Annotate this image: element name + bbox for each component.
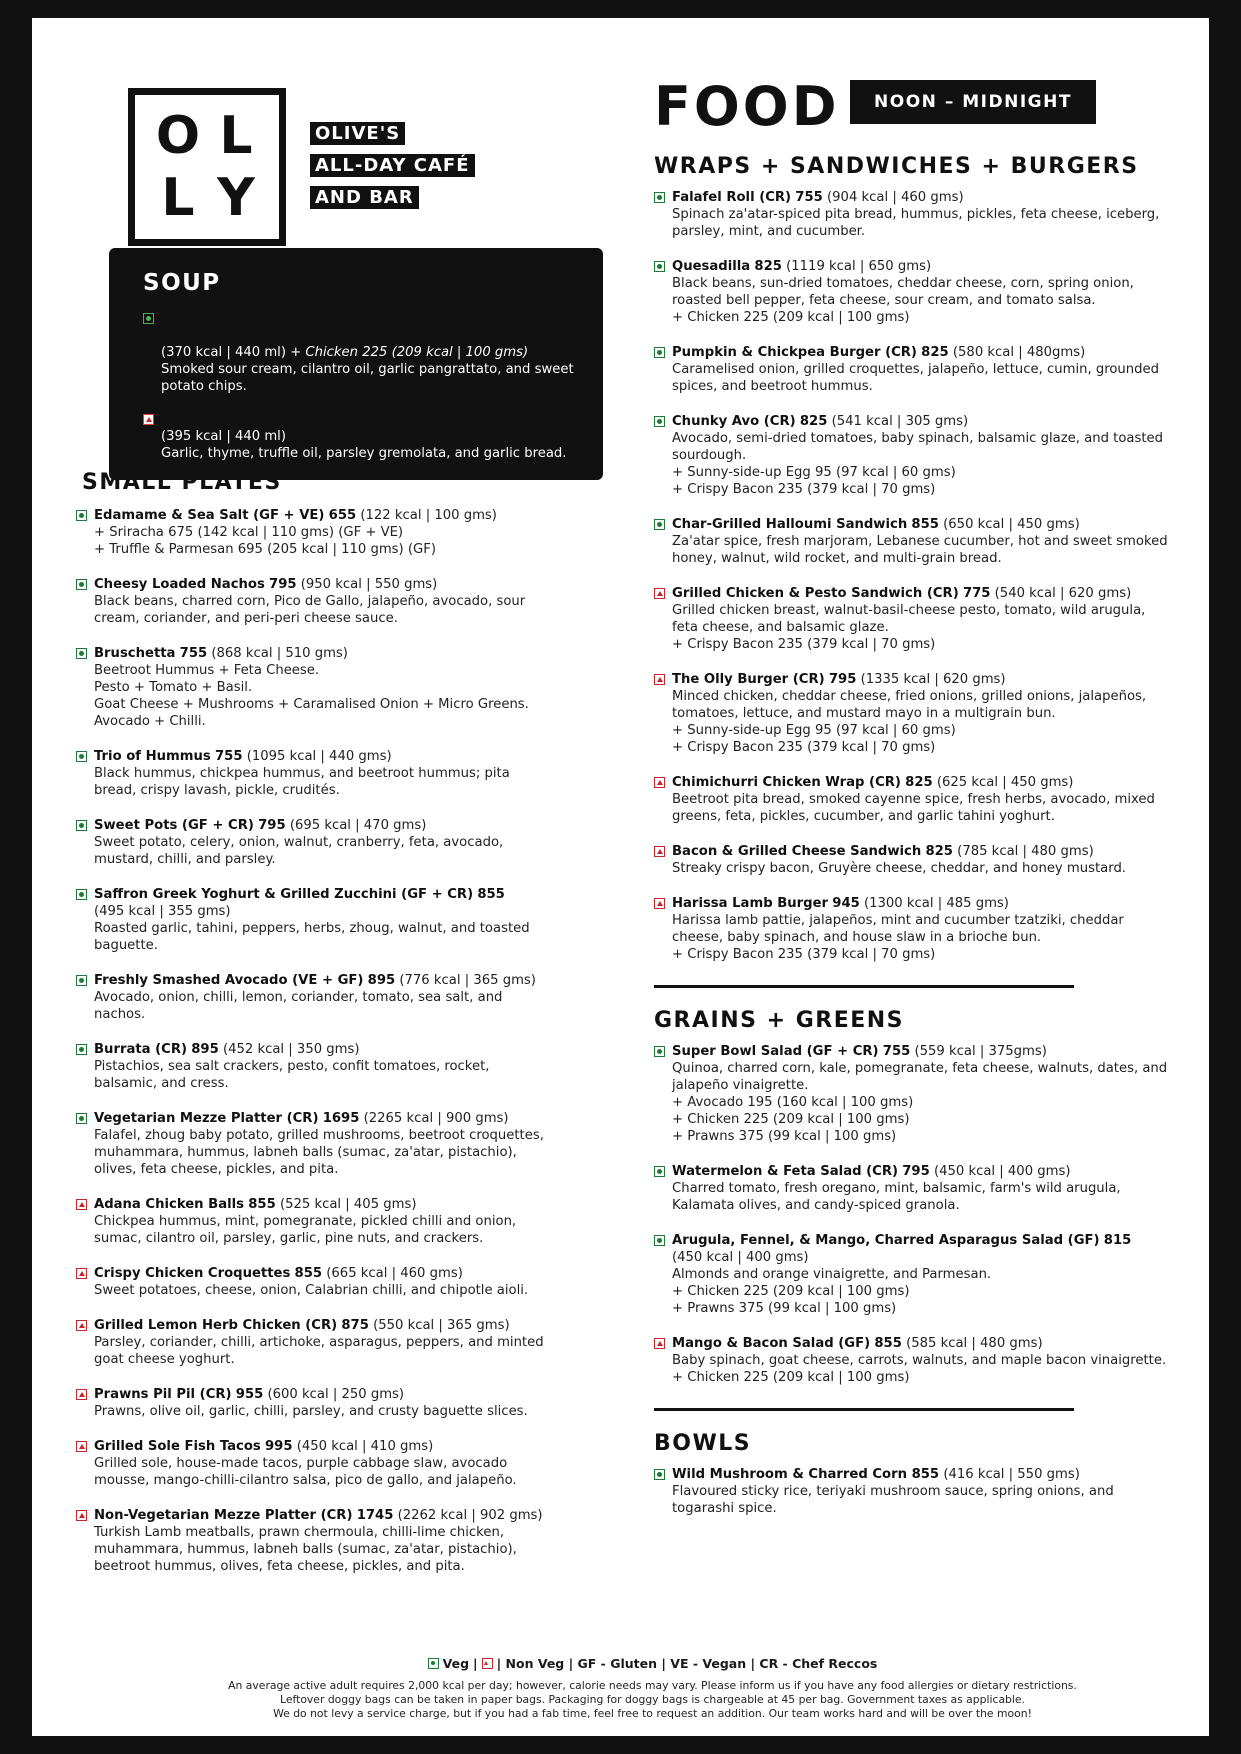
item-description: + Prawns 375 (99 kcal | 100 gms): [672, 1301, 897, 1316]
item-price: 825: [925, 844, 953, 859]
menu-item: [654, 344, 1174, 395]
item-price: 815: [1103, 1233, 1132, 1248]
left-column: [96, 82, 606, 461]
item-info: (122 kcal | 100 gms): [356, 508, 497, 523]
menu-item: [143, 310, 583, 395]
veg-icon: [654, 1046, 665, 1057]
item-price: 895: [191, 1042, 219, 1057]
item-info: (2265 kcal | 900 gms): [359, 1111, 509, 1126]
item-name: Freshly Smashed Avocado (VE + GF): [94, 973, 364, 988]
item-description: + Crispy Bacon 235 (379 kcal | 70 gms): [672, 740, 936, 755]
item-description: Grilled chicken breast, walnut-basil-cheese pesto, tomato, wild arugula, feta cheese, and balsamic glaze.: [672, 603, 1146, 635]
item-description: Chickpea hummus, mint, pomegranate, pickled chilli and onion, sumac, cilantro oil, parsley, garlic, pine nuts, and crackers.: [94, 1214, 517, 1246]
menu-item: [654, 258, 1174, 326]
food-header: [654, 75, 1174, 154]
menu-item: [654, 585, 1174, 653]
non-veg-icon: [482, 1658, 493, 1669]
menu-item: [76, 576, 556, 627]
item-description: + Chicken 225 (209 kcal | 100 gms): [672, 1370, 910, 1385]
veg-icon: [654, 1235, 665, 1246]
item-name: Arugula, Fennel, & Mango, Charred Asparagus Salad (GF): [672, 1233, 1100, 1248]
item-info: (665 kcal | 460 gms): [322, 1266, 463, 1281]
item-description: Sweet potatoes, cheese, onion, Calabrian chilli, and chipotle aioli.: [94, 1283, 529, 1298]
menu-item: [76, 1265, 556, 1299]
item-info: (450 kcal | 410 gms): [292, 1439, 434, 1454]
non-veg-icon: [76, 1389, 87, 1400]
logo-letter: Y: [217, 168, 255, 228]
item-description: + Crispy Bacon 235 (379 kcal | 70 gms): [672, 482, 936, 497]
non-veg-icon: [143, 414, 154, 425]
logo-tagline: [310, 122, 475, 218]
section-title-bowls: BOWLS: [654, 1431, 752, 1456]
item-description: + Chicken 225 (209 kcal | 100 gms): [672, 1112, 910, 1127]
item-description: Harissa lamb pattie, jalapeños, mint and cucumber tzatziki, cheddar cheese, baby spinach, and house slaw in a brioche bun.: [672, 913, 1124, 945]
item-price: 655: [328, 508, 357, 523]
item-price: 825: [754, 259, 782, 274]
item-price: 825: [921, 345, 949, 360]
item-price: 855: [911, 517, 939, 532]
item-price: 755: [882, 1044, 911, 1059]
item-description: Garlic, thyme, truffle oil, parsley gremolata, and garlic bread.: [161, 446, 567, 461]
menu-item: [76, 645, 556, 730]
item-description: (495 kcal | 355 gms): [94, 904, 231, 919]
menu-item: [654, 1335, 1174, 1386]
item-info: (452 kcal | 350 gms): [218, 1042, 360, 1057]
divider: [654, 985, 1074, 988]
menu-item: [654, 895, 1174, 963]
item-info: (395 kcal | 440 ml): [161, 429, 286, 444]
item-description: Falafel, zhoug baby potato, grilled mushrooms, beetroot croquettes, muhammara, hummus, labneh balls (sumac, za'atar, pistachio), olives, feta cheese, pickles, and pita.: [94, 1128, 544, 1177]
item-description: Minced chicken, cheddar cheese, fried onions, grilled onions, jalapeños, tomatoes, lettuce, and mustard mayo in a multigrain bun.: [672, 689, 1147, 721]
veg-icon: [76, 1113, 87, 1124]
item-name: Adana Chicken Balls: [94, 1197, 245, 1212]
item-name: Super Bowl Salad (GF + CR): [672, 1044, 879, 1059]
item-description: Pistachios, sea salt crackers, pesto, confit tomatoes, rocket, balsamic, and cress.: [94, 1059, 490, 1091]
veg-icon: [654, 347, 665, 358]
item-info: (785 kcal | 480 gms): [952, 844, 1094, 859]
item-price: 755: [214, 749, 243, 764]
item-price: 855: [294, 1266, 323, 1281]
section-title-small-plates: SMALL PLATES: [82, 470, 282, 495]
note-line: Leftover doggy bags can be taken in paper bags. Packaging for doggy bags is chargeable at 45 per bag. Government taxes as applicable.: [280, 1693, 1025, 1706]
item-description: Black beans, charred corn, Pico de Gallo, jalapeño, avocado, sour cream, coriander, and peri-peri cheese sauce.: [94, 594, 526, 626]
item-name: Trio of Hummus: [94, 749, 211, 764]
item-description: Baby spinach, goat cheese, carrots, walnuts, and maple bacon vinaigrette.: [672, 1353, 1167, 1368]
veg-icon: [654, 519, 665, 530]
menu-item: [654, 189, 1174, 240]
veg-icon: [654, 261, 665, 272]
item-name: Prawns Pil Pil (CR): [94, 1387, 232, 1402]
item-description: Black hummus, chickpea hummus, and beetroot hummus; pita bread, crispy lavash, pickle, crudités.: [94, 766, 510, 798]
item-list: [654, 189, 1174, 963]
item-name: Grilled Chicken & Pesto Sandwich (CR): [672, 586, 959, 601]
item-name: Edamame & Sea Salt (GF + VE): [94, 508, 325, 523]
item-description: Flavoured sticky rice, teriyaki mushroom sauce, spring onions, and togarashi spice.: [672, 1484, 1114, 1516]
menu-item: [76, 972, 556, 1023]
item-description: Almonds and orange vinaigrette, and Parmesan.: [672, 1267, 992, 1282]
item-description: + Sunny-side-up Egg 95 (97 kcal | 60 gms): [672, 723, 956, 738]
item-name: Chimichurri Chicken Wrap (CR): [672, 775, 901, 790]
veg-icon: [76, 1044, 87, 1055]
item-price: 795: [828, 672, 857, 687]
item-description: + Prawns 375 (99 kcal | 100 gms): [672, 1129, 897, 1144]
item-price: 855: [477, 887, 505, 902]
item-description: Black beans, sun-dried tomatoes, cheddar cheese, corn, spring onion, roasted bell pepper, feta cheese, sour cream, and tomato salsa.: [672, 276, 1134, 308]
item-description: Turkish Lamb meatballs, prawn chermoula, chilli-lime chicken, muhammara, hummus, labneh balls (sumac, za'atar, pistachio), beetroot hummus, olives, feta cheese, pickles, and pita.: [94, 1525, 517, 1574]
item-name: Burrata (CR): [94, 1042, 188, 1057]
veg-icon: [76, 820, 87, 831]
item-price: 825: [799, 414, 828, 429]
item-info: (1300 kcal | 485 gms): [859, 896, 1009, 911]
menu-item: [76, 507, 556, 558]
item-price: 1695: [322, 1111, 360, 1126]
item-list: [654, 1466, 1174, 1517]
logo-tag: OLIVE'S: [310, 122, 405, 145]
veg-icon: [76, 579, 87, 590]
item-description: + Chicken 225 (209 kcal | 100 gms): [672, 1284, 910, 1299]
legend: Veg | | Non Veg | GF - Gluten | VE - Vegan | CR - Chef Reccos: [96, 1656, 1209, 1671]
item-info: (650 kcal | 450 gms): [938, 517, 1080, 532]
logo-box: [128, 88, 286, 246]
item-name: Bruschetta: [94, 646, 176, 661]
menu-item: [654, 1043, 1174, 1145]
note-line: An average active adult requires 2,000 kcal per day; however, calorie needs may vary. Please inform us if you have any food allergies or dietary restrictions.: [228, 1679, 1077, 1692]
menu-item: [76, 1438, 556, 1489]
footer-notes: [96, 1679, 1209, 1721]
item-info: (776 kcal | 365 gms): [395, 973, 536, 988]
item-description: Za'atar spice, fresh marjoram, Lebanese cucumber, hot and sweet smoked honey, walnut, wild rocket, and multi-grain bread.: [672, 534, 1168, 566]
hours-badge: NOON – MIDNIGHT: [850, 80, 1096, 124]
item-info: (1119 kcal | 650 gms): [781, 259, 932, 274]
item-info: (585 kcal | 480 gms): [901, 1336, 1043, 1351]
item-price: 995: [264, 1439, 293, 1454]
logo-letter: O: [155, 106, 201, 166]
item-description: + Sunny-side-up Egg 95 (97 kcal | 60 gms): [672, 465, 956, 480]
legend-rest: | Non Veg | GF - Gluten | VE - Vegan | CR - Chef Reccos: [496, 1656, 878, 1671]
menu-item: [76, 817, 556, 868]
item-description: (450 kcal | 400 gms): [672, 1250, 809, 1265]
item-info: (416 kcal | 550 gms): [939, 1467, 1080, 1482]
grains-section: [654, 1008, 1174, 1386]
logo-letter: L: [219, 106, 253, 166]
item-info: (550 kcal | 365 gms): [368, 1318, 510, 1333]
veg-icon: [143, 313, 154, 324]
item-price: 795: [258, 818, 286, 833]
item-info: (904 kcal | 460 gms): [822, 190, 964, 205]
item-price: 755: [795, 190, 823, 205]
item-description: Quinoa, charred corn, kale, pomegranate, feta cheese, walnuts, dates, and jalapeño vinaigrette.: [672, 1061, 1168, 1093]
veg-icon: [654, 416, 665, 427]
item-price: 795: [269, 577, 297, 592]
item-name: Char-Grilled Halloumi Sandwich: [672, 517, 908, 532]
menu-item: [654, 774, 1174, 825]
item-name: Grilled Sole Fish Tacos: [94, 1439, 261, 1454]
item-name: The Olly Burger (CR): [672, 672, 825, 687]
item-description: Caramelised onion, grilled croquettes, jalapeño, lettuce, cumin, grounded spices, and beetroot hummus.: [672, 362, 1160, 394]
section-title-wraps: WRAPS + SANDWICHES + BURGERS: [654, 154, 1139, 179]
section-title-grains: GRAINS + GREENS: [654, 1008, 905, 1033]
menu-item: [654, 1232, 1174, 1317]
item-description: Beetroot Hummus + Feta Cheese.: [94, 663, 320, 678]
logo-tag: AND BAR: [310, 186, 419, 209]
veg-icon: [428, 1658, 439, 1669]
menu-item: [143, 411, 583, 462]
item-description: Charred tomato, fresh oregano, mint, balsamic, farm's wild arugula, Kalamata olives, and candy-spiced granola.: [672, 1181, 1121, 1213]
item-description: + Chicken 225 (209 kcal | 100 gms): [672, 310, 910, 325]
item-addon: + Chicken 225 (209 kcal | 100 gms): [290, 345, 529, 360]
item-name: Slow-roasted Sweet Potato & Red Pepper 445 (H) | 475 (F): [161, 311, 572, 343]
item-name: Saffron Greek Yoghurt & Grilled Zucchini (GF + CR): [94, 887, 474, 902]
item-info: (695 kcal | 470 gms): [285, 818, 427, 833]
divider: [654, 1408, 1074, 1411]
item-name: Pumpkin & Chickpea Burger (CR): [672, 345, 917, 360]
item-description: Roasted garlic, tahini, peppers, herbs, zhoug, walnut, and toasted baguette.: [94, 921, 530, 953]
item-price: 775: [962, 586, 991, 601]
item-info: (580 kcal | 480gms): [948, 345, 1086, 360]
item-price: 945: [832, 896, 860, 911]
non-veg-icon: [654, 1338, 665, 1349]
page-title: FOOD: [654, 75, 840, 138]
item-price: 755: [179, 646, 208, 661]
item-description: Spinach za'atar-spiced pita bread, hummus, pickles, feta cheese, iceberg, parsley, mint, and cucumber.: [672, 207, 1160, 239]
menu-item: [76, 1507, 556, 1575]
non-veg-icon: [654, 674, 665, 685]
non-veg-icon: [76, 1320, 87, 1331]
veg-icon: [654, 1469, 665, 1480]
wraps-section: [654, 154, 1174, 963]
item-info: (541 kcal | 305 gms): [827, 414, 969, 429]
item-description: Grilled sole, house-made tacos, purple cabbage slaw, avocado mousse, mango-chilli-cilantro salsa, pico de gallo, and jalapeño.: [94, 1456, 517, 1488]
item-description: Goat Cheese + Mushrooms + Caramalised Onion + Micro Greens.: [94, 697, 529, 712]
item-name: Harissa Lamb Burger: [672, 896, 829, 911]
logo-letter: L: [161, 168, 195, 228]
item-name: Vegetarian Mezze Platter (CR): [94, 1111, 319, 1126]
item-description: + Truffle & Parmesan 695 (205 kcal | 110 gms) (GF): [94, 542, 436, 557]
non-veg-icon: [654, 777, 665, 788]
item-description: Avocado + Chilli.: [94, 714, 206, 729]
item-name: Chunky Avo (CR): [672, 414, 796, 429]
veg-icon: [654, 192, 665, 203]
item-description: + Sriracha 675 (142 kcal | 110 gms) (GF + VE): [94, 525, 404, 540]
item-name: Crispy Chicken Croquettes: [94, 1266, 291, 1281]
menu-item: [654, 843, 1174, 877]
menu-item: [76, 1386, 556, 1420]
item-name: Wild Mushroom & Charred Corn 855: [672, 1467, 940, 1482]
non-veg-icon: [654, 846, 665, 857]
menu-item: [654, 1466, 1174, 1517]
item-price: 855: [874, 1336, 902, 1351]
item-info: (2262 kcal | 902 gms): [393, 1508, 543, 1523]
item-info: (625 kcal | 450 gms): [932, 775, 1074, 790]
non-veg-icon: [76, 1199, 87, 1210]
menu-item: [76, 1110, 556, 1178]
veg-icon: [76, 510, 87, 521]
menu-item: [654, 671, 1174, 756]
item-name: Falafel Roll (CR): [672, 190, 792, 205]
note-line: We do not levy a service charge, but if you had a fab time, feel free to request an addition. Our team works hard and will be over the moon!: [273, 1707, 1032, 1720]
veg-icon: [76, 751, 87, 762]
soup-section: [109, 248, 603, 480]
item-list: [654, 1043, 1174, 1386]
bowls-section: [654, 1431, 1174, 1517]
item-info: (450 kcal | 400 gms): [929, 1164, 1071, 1179]
menu-item: [76, 1041, 556, 1092]
item-description: Sweet potato, celery, onion, walnut, cranberry, feta, avocado, mustard, chilli, and parsley.: [94, 835, 504, 867]
item-description: Avocado, semi-dried tomatoes, baby spinach, balsamic glaze, and toasted sourdough.: [672, 431, 1163, 463]
non-veg-icon: [654, 588, 665, 599]
non-veg-icon: [76, 1441, 87, 1452]
item-info: (559 kcal | 375gms): [910, 1044, 1047, 1059]
item-name: Watermelon & Feta Salad (CR): [672, 1164, 899, 1179]
item-info: (1335 kcal | 620 gms): [856, 672, 1006, 687]
item-info: (868 kcal | 510 gms): [207, 646, 348, 661]
logo-tag: ALL-DAY CAFÉ: [310, 154, 475, 177]
item-price: 955: [235, 1387, 264, 1402]
right-column: [654, 75, 1174, 1535]
menu-item: [76, 1317, 556, 1368]
non-veg-icon: [76, 1510, 87, 1521]
item-name: Quesadilla: [672, 259, 751, 274]
item-price: 825: [905, 775, 933, 790]
item-description: Parsley, coriander, chilli, artichoke, asparagus, peppers, and minted goat cheese yoghurt.: [94, 1335, 544, 1367]
item-description: Pesto + Tomato + Basil.: [94, 680, 253, 695]
item-list: [76, 507, 556, 1575]
menu-item: [654, 1163, 1174, 1214]
item-info: (1095 kcal | 440 gms): [242, 749, 392, 764]
item-price: 855: [248, 1197, 276, 1212]
item-description: + Crispy Bacon 235 (379 kcal | 70 gms): [672, 947, 936, 962]
veg-icon: [654, 1166, 665, 1177]
item-description: Smoked sour cream, cilantro oil, garlic pangrattato, and sweet potato chips.: [161, 362, 574, 394]
item-description: Streaky crispy bacon, Gruyère cheese, cheddar, and honey mustard.: [672, 861, 1127, 876]
menu-item: [654, 516, 1174, 567]
item-price: 795: [902, 1164, 930, 1179]
item-name: Non-Vegetarian Mezze Platter (CR): [94, 1508, 353, 1523]
item-description: Avocado, onion, chilli, lemon, coriander, tomato, sea salt, and nachos.: [94, 990, 503, 1022]
item-name: Bacon & Grilled Cheese Sandwich: [672, 844, 922, 859]
item-price: 1745: [356, 1508, 394, 1523]
item-info: (540 kcal | 620 gms): [990, 586, 1132, 601]
item-info: (600 kcal | 250 gms): [263, 1387, 405, 1402]
legend-veg: Veg: [442, 1656, 470, 1671]
veg-icon: [76, 648, 87, 659]
footer: [96, 1656, 1209, 1721]
item-name: Grilled Lemon Herb Chicken (CR): [94, 1318, 338, 1333]
menu-item: [654, 413, 1174, 498]
item-description: + Avocado 195 (160 kcal | 100 gms): [672, 1095, 914, 1110]
item-name: Mango & Bacon Salad (GF): [672, 1336, 871, 1351]
item-description: + Crispy Bacon 235 (379 kcal | 70 gms): [672, 637, 936, 652]
item-name: Sweet Pots (GF + CR): [94, 818, 254, 833]
small-plates-section: [76, 470, 556, 1593]
section-title-soup: SOUP: [143, 270, 221, 296]
item-name: Cheesy Loaded Nachos: [94, 577, 265, 592]
item-price: 875: [341, 1318, 369, 1333]
veg-icon: [76, 889, 87, 900]
item-description: Prawns, olive oil, garlic, chilli, parsley, and crusty baguette slices.: [94, 1404, 528, 1419]
veg-icon: [76, 975, 87, 986]
item-price: 895: [367, 973, 396, 988]
menu-item: [76, 748, 556, 799]
menu-item: [76, 1196, 556, 1247]
item-info: (950 kcal | 550 gms): [296, 577, 438, 592]
item-info: (370 kcal | 440 ml): [161, 345, 291, 360]
item-info: (525 kcal | 405 gms): [275, 1197, 417, 1212]
item-name: Chicken & Sweet Corn 475 (H) | 495 (F): [161, 412, 452, 427]
item-description: Beetroot pita bread, smoked cayenne spice, fresh herbs, avocado, mixed greens, feta, pickles, cucumber, and garlic tahini yoghurt.: [672, 792, 1155, 824]
non-veg-icon: [654, 898, 665, 909]
logo: [96, 82, 606, 252]
menu-item: [76, 886, 556, 954]
non-veg-icon: [76, 1268, 87, 1279]
